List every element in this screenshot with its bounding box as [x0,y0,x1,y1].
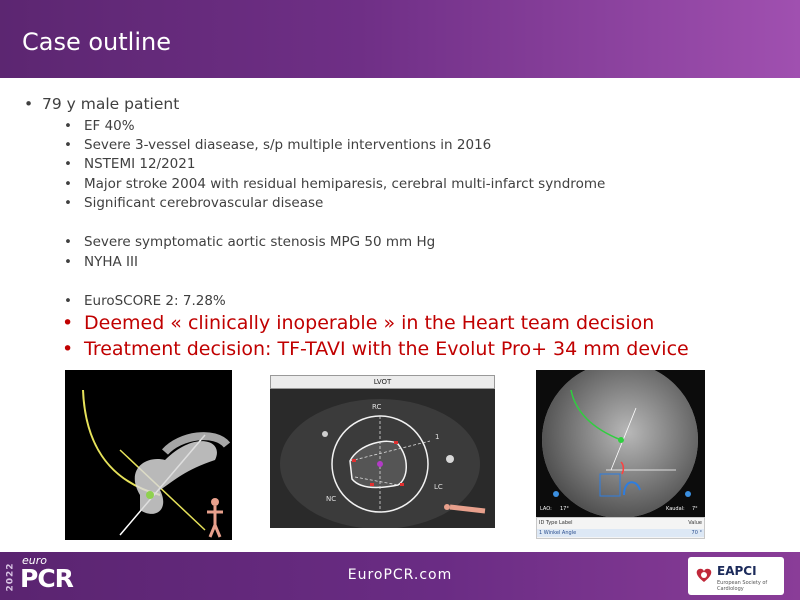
table-row: 1 Winkel Angle 70 ° [539,530,702,536]
list-item: • NSTEMI 12/2021 [64,156,196,172]
slide-title: Case outline [22,28,171,56]
europcr-year: 2022 [5,562,16,592]
lao-value: 17° [560,506,569,512]
list-item: • Severe 3-vessel diasease, s/p multiple interventions in 2016 [64,137,492,153]
slide-header [0,0,800,78]
eapci-logo: EAPCI European Society of Cardiology [688,557,784,595]
europcr-euro: euro [22,554,47,567]
slide-footer [0,552,800,600]
label-rc: RC [372,403,382,411]
list-item: • EuroSCORE 2: 7.28% [64,293,226,309]
list-item: • Major stroke 2004 with residual hemiparesis, cerebral multi-infarct syndrome [64,176,606,192]
ct-3d-reconstruction-image [65,370,232,540]
patient-text: 79 y male patient [42,95,180,113]
kaudal-value: 7° [692,506,698,512]
lao-label: LAO: [540,506,552,512]
label-lc: LC [434,483,443,491]
lvot-ct-image [270,375,495,528]
fluoroscopy-graphic [536,370,705,517]
list-item: • NYHA III [64,254,138,270]
lvot-title-bar: LVOT [270,375,495,389]
lvot-graphic [270,389,495,528]
list-item: • Significant cerebrovascular disease [64,195,324,211]
label-1: 1 [435,433,440,441]
heart-icon [694,565,714,585]
kaudal-label: Kaudal: [666,506,685,512]
europcr-url[interactable]: EuroPCR.com [347,567,453,583]
fluoroscopy-image [536,370,705,517]
label-nc: NC [326,495,337,503]
highlight-item: • Treatment decision: TF-TAVI with the Evolut Pro+ 34 mm device [62,338,689,360]
table-header-left: ID Type Label [539,520,573,526]
europcr-logo: PCR [20,564,73,593]
list-item: • Severe symptomatic aortic stenosis MPG 50 mm Hg [64,234,436,250]
patient-bullet: • 79 y male patient [24,95,180,113]
highlight-item: • Deemed « clinically inoperable » in the Heart team decision [62,312,655,334]
ct-3d-graphic [65,370,232,540]
table-header-right: Value [688,520,702,526]
measurement-table [536,517,705,539]
list-item: • EF 40% [64,118,135,134]
